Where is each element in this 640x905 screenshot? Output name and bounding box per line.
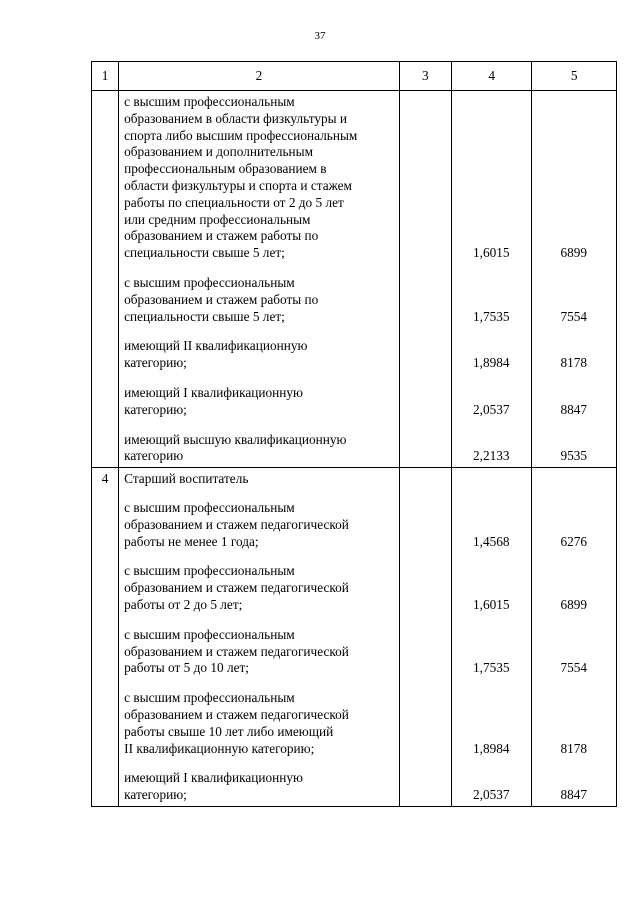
page-number: 37 (314, 30, 326, 42)
coefficient-value: 1,4568 (472, 533, 510, 549)
coefficient-value: 2,0537 (472, 401, 510, 417)
col3-cell (399, 468, 451, 807)
position-title: Старший воспитатель (124, 471, 249, 487)
salary-value: 8178 (560, 355, 588, 371)
header-col-5: 5 (532, 62, 617, 91)
position-description (119, 468, 400, 807)
coefficient-value: 1,8984 (472, 355, 510, 371)
row-number (92, 91, 119, 468)
salary-table (91, 61, 617, 807)
header-col-1: 1 (92, 62, 119, 91)
qualification-entry: с высшим профессиональным образованием и стажем педагогической работы от 5 до 10 лет; (124, 626, 349, 676)
header-row (92, 62, 617, 91)
table-row (92, 468, 617, 807)
coefficient-value: 2,2133 (472, 448, 510, 464)
coefficient-value: 1,8984 (472, 740, 510, 756)
coefficient-cell (452, 468, 532, 807)
salary-cell (532, 468, 617, 807)
header-col-4: 4 (452, 62, 532, 91)
qualification-entry: имеющий I квалификационную категорию; (124, 384, 303, 417)
coefficient-value: 2,0537 (472, 787, 510, 803)
row-number: 4 (92, 468, 119, 807)
salary-value: 8847 (560, 401, 588, 417)
qualification-entry: имеющий I квалификационную категорию; (124, 770, 303, 803)
coefficient-cell (452, 91, 532, 468)
header-col-3: 3 (399, 62, 451, 91)
coefficient-value: 1,7535 (472, 660, 510, 676)
salary-value: 6276 (560, 533, 588, 549)
qualification-entry: с высшим профессиональным образованием в области физкультуры и спорта либо высшим профессиональным образованием и дополнительным профессиональным образованием в области физкультуры и спорта и стажем работы по специальности от 2 до 5 лет или средним профессиональным образованием и стажем работы по специальности свыше 5 лет; (124, 94, 358, 261)
salary-value: 6899 (560, 245, 588, 261)
salary-cell (532, 91, 617, 468)
qualification-entry: с высшим профессиональным образованием и стажем педагогической работы не менее 1 года; (124, 499, 349, 549)
qualification-entry: имеющий II квалификационную категорию; (124, 338, 308, 371)
table-row (92, 91, 617, 468)
header-col-2: 2 (119, 62, 400, 91)
qualification-entry: имеющий высшую квалификационную категорию (124, 431, 347, 464)
salary-value: 9535 (560, 448, 588, 464)
coefficient-value: 1,6015 (472, 245, 510, 261)
position-description (119, 91, 400, 468)
salary-value: 8178 (560, 740, 588, 756)
qualification-entry: с высшим профессиональным образованием и стажем работы по специальности свыше 5 лет; (124, 274, 319, 324)
coefficient-value: 1,7535 (472, 308, 510, 324)
coefficient-value: 1,6015 (472, 596, 510, 612)
salary-value: 7554 (560, 660, 588, 676)
salary-value: 7554 (560, 308, 588, 324)
qualification-entry: с высшим профессиональным образованием и стажем педагогической работы свыше 10 лет либо имеющий II квалификационную категорию; (124, 690, 349, 756)
salary-value: 8847 (560, 787, 588, 803)
qualification-entry: с высшим профессиональным образованием и стажем педагогической работы от 2 до 5 лет; (124, 563, 349, 612)
salary-value: 6899 (560, 596, 588, 612)
col3-cell (399, 91, 451, 468)
